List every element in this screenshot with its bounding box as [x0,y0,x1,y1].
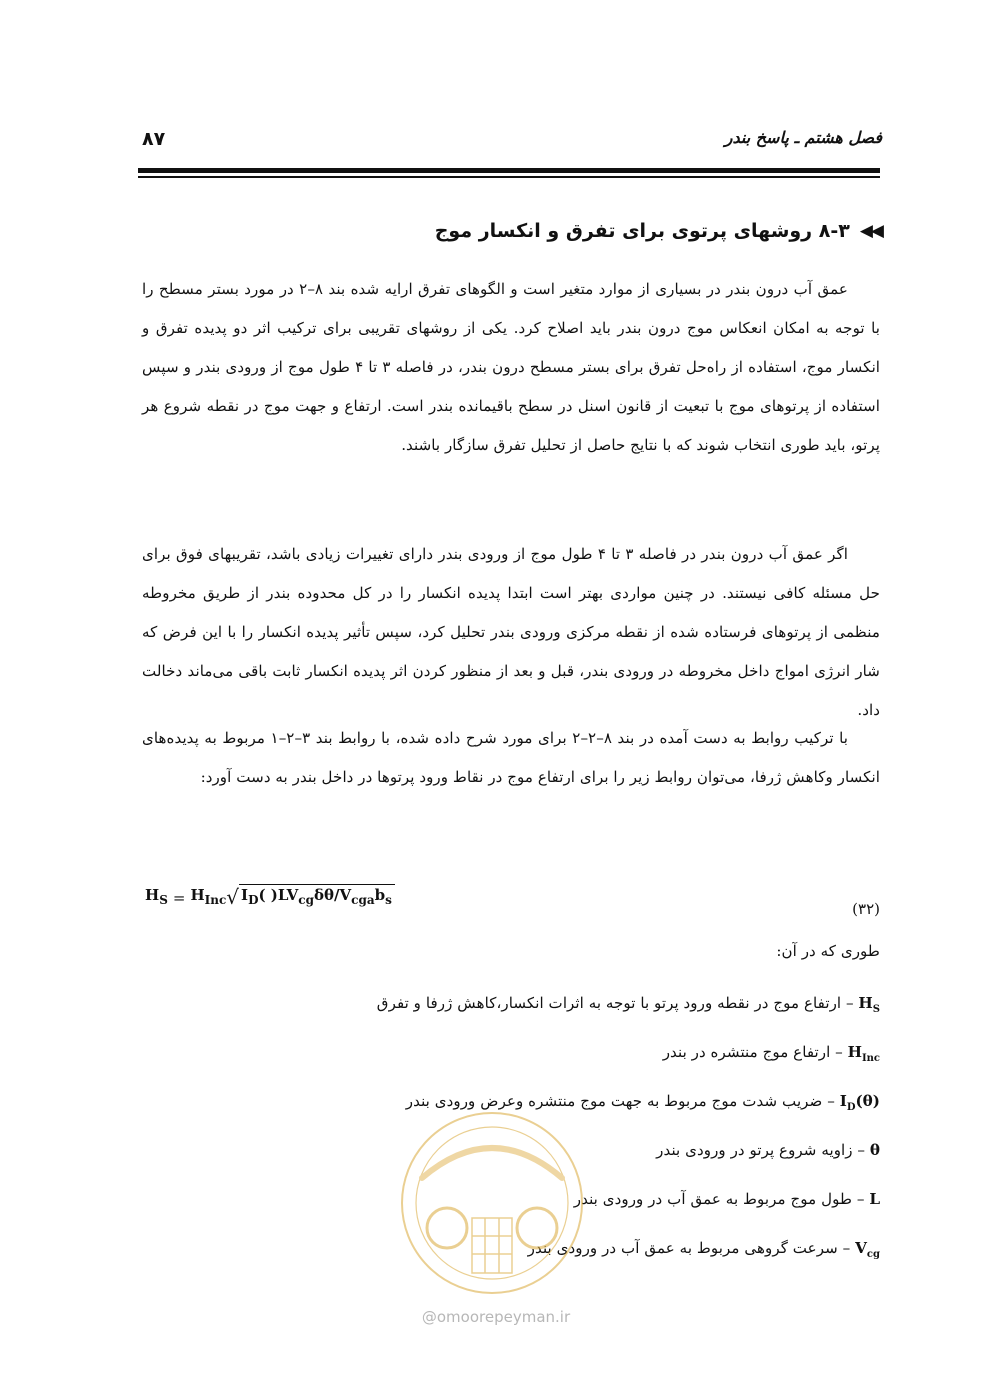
square-root [226,884,395,907]
equation-number: (۳۲) [852,900,880,918]
definition-item: $V_{cg}$ – سرعت گروهی مربوط به عمق آب در ورودی بندر [527,1239,880,1261]
radical-sign-icon: √ [226,885,240,909]
definition-item: $H_S$ – ارتفاع موج در نقطه ورود پرتو با توجه به اثرات انکسار،کاهش ژرفا و تفرق [376,994,880,1016]
watermark-url: @omoorepeyman.ir [421,1308,571,1326]
section-title: ۸-۳ روشهای پرتوی برای تفرق و انکسار موج [434,220,850,242]
header-rule-thin [138,176,880,178]
definition-item: $H_{Inc}$ – ارتفاع موج منتشره در بندر [662,1043,880,1065]
definition-item: θ – زاویه شروع پرتو در ورودی بندر [656,1141,880,1160]
where-text: طوری که در آن: [776,942,880,960]
section-heading [435,220,882,242]
equation [145,884,395,907]
eq-lhs: $H_S$ [145,886,168,907]
eq-equals: = [172,889,186,907]
paragraph-2: اگر عمق آب درون بندر در فاصله ۳ تا ۴ طول موج از ورودی بندر دارای تغییرات زیادی باشد، تقریبهای فوق برای حل مسئله کافی نیستند. در چنین مواردی بهتر است ابتدا پدیده انکسار را در کل محدوده بندر از طریق مخروطه منظمی از پرتوهای فرستاده شده از نقطه مرکزی ورودی بندر تحلیل کرد، سپس تأثیر پدیده انکسار را با این فرض که شار انرژی امواج داخل مخروطه در ورودی بندر، قبل و بعد از منظور کردن اثر پدیده انکسار ثابت باقی می‌ماند دخالت داد. [142,545,880,719]
definition-item: $I_D(\theta)$ – ضریب شدت موج مربوط به جهت موج منتشره وعرض ورودی بندر [405,1092,880,1114]
running-header: فصل هشتم ـ پاسخ بندر [724,128,882,147]
watermark-seal-icon [392,1108,592,1298]
paragraph-3: با ترکیب روابط به دست آمده در بند ۸–۲–۲ برای مورد شرح داده شده، با روابط بند ۳–۲–۱ مربوط به پدیده‌های انکسار وکاهش ژرفا، می‌توان روابط زیر را برای ارتفاع موج در نقاط ورود پرتوها در داخل بندر به دست آورد: [142,729,880,786]
definition-item: L – طول موج مربوط به عمق آب در ورودی بندر [573,1190,880,1209]
double-arrow-icon: ◀◀ [859,221,882,241]
radicand: $I_D$( )$LV_{cg}\delta\theta/V_{cga}b_s$ [239,884,395,907]
header-rule-thick [138,168,880,173]
page-number: ۸۷ [142,128,166,150]
eq-h-inc: $H_{Inc}$ [190,886,227,907]
paragraph-1: عمق آب درون بندر در بسیاری از موارد متغیر است و الگوهای تفرق ارایه شده بند ۸–۲ در مورد بستر مسطح را با توجه به امکان انعکاس موج درون بندر باید اصلاح کرد. یکی از روشهای تقریبی برای ترکیب اثر دو پدیده تفرق و انکسار موج، استفاده از راه‌حل تفرق برای بستر مسطح درون بندر، در فاصله ۳ تا ۴ طول موج از ورودی بندر و سپس استفاده از پرتوهای موج با تبعیت از قانون اسنل در سطح باقیمانده بندر است. ارتفاع و جهت موج در نقطه شروع هر پرتو، باید طوری انتخاب شوند که با نتایج حاصل از تحلیل تفرق سازگار باشند. [142,280,881,454]
